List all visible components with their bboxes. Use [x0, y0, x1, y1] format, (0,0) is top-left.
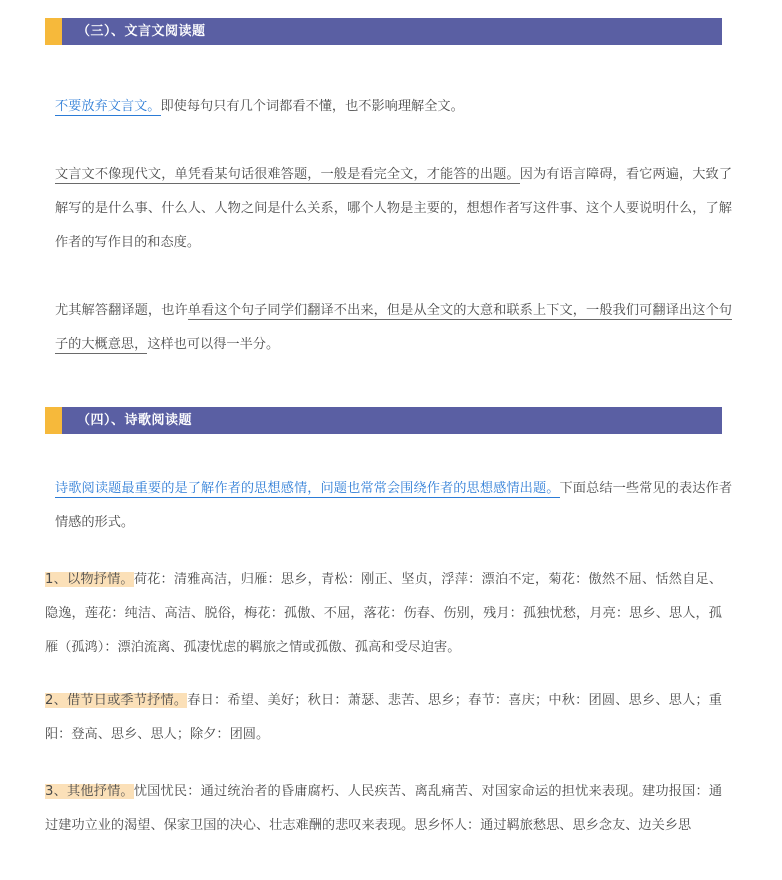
item-label: 3、其他抒情。	[45, 784, 134, 799]
item-label: 1、以物抒情。	[45, 572, 134, 587]
section-header-poetry	[45, 407, 722, 434]
paragraph-text: 因为有语言障碍，看它两遍，大致了解写的是什么事、什么人、人物之间是什么关系，哪个人物是主要的，想想作者写这件事、这个人要说明什么，了解作者的写作目的和态度。	[55, 167, 733, 250]
underlined-text: 文言文不像现代文，单凭看某句话很难答题，一般是看完全文，才能答的出题。	[55, 167, 520, 182]
item-label: 2、借节日或季节抒情。	[45, 693, 188, 708]
paragraph	[45, 90, 732, 124]
item-text: 忧国忧民：通过统治者的昏庸腐朽、人民疾苦、离乱痛苦、对国家命运的担忧来表现。建功报国：通过建功立业的渴望、保家卫国的决心、壮志难酬的悲叹来表现。思乡怀人：通过羁旅愁思、思乡念友、边关乡思	[45, 784, 723, 833]
accent-bar	[45, 407, 62, 434]
underlined-text: 单看这个句子同学们翻译不出来，但是从全文的大意和联系上下文，一般我们可翻译出这个句子的大概意思，	[55, 303, 732, 352]
list-item	[45, 563, 722, 665]
list-item	[45, 684, 722, 752]
paragraph-text: 即使每句只有几个词都看不懂，也不影响理解全文。	[160, 99, 464, 114]
section-title: （三）、文言文阅读题	[77, 24, 206, 39]
paragraph-text: 下面总结一些常见的表达作者情感的形式。	[55, 481, 733, 530]
accent-bar	[45, 18, 62, 45]
paragraph	[45, 294, 732, 362]
paragraph-text: 这样也可以得一半分。	[147, 337, 280, 352]
paragraph	[45, 158, 732, 260]
highlighted-text: 不要放弃文言文。	[55, 99, 161, 114]
paragraph	[45, 472, 732, 540]
section-header-classical-chinese	[45, 18, 722, 45]
list-item	[45, 775, 722, 843]
section-title: （四）、诗歌阅读题	[77, 413, 193, 428]
highlighted-text: 诗歌阅读题最重要的是了解作者的思想感情，问题也常常会围绕作者的思想感情出题。	[55, 481, 560, 496]
item-text: 荷花：清雅高洁，归雁：思乡，青松：刚正、坚贞，浮萍：漂泊不定，菊花：傲然不屈、恬然自足、隐逸，莲花：纯洁、高洁、脱俗，梅花：孤傲、不屈，落花：伤春、伤别，残月：孤独忧愁，月亮：思乡、思人，孤雁（孤鸿）：漂泊流离、孤凄忧虑的羁旅之情或孤傲、孤高和受尽迫害。	[45, 572, 723, 655]
paragraph-text: 尤其解答翻译题，也许	[55, 303, 188, 318]
item-text: 春日：希望、美好；秋日：萧瑟、悲苦、思乡；春节：喜庆；中秋：团圆、思乡、思人；重阳：登高、思乡、思人；除夕：团圆。	[45, 693, 722, 742]
